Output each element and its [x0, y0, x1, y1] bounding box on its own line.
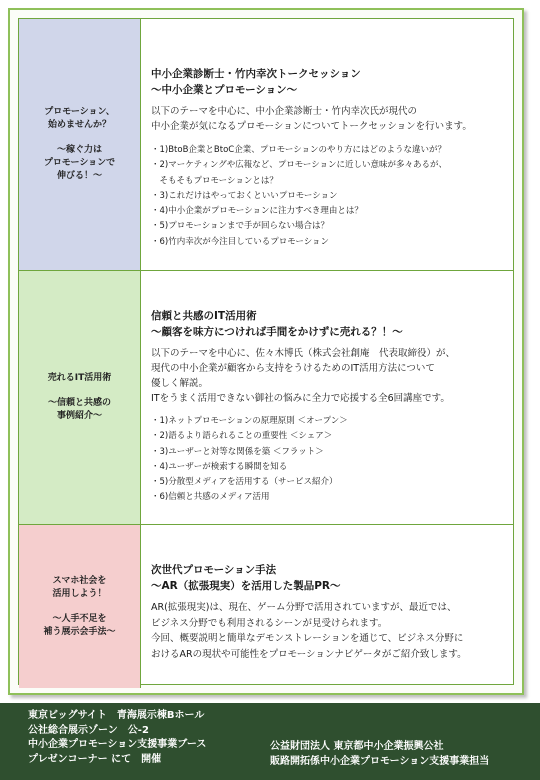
topic-item: ・6)信頼と共感のメディア活用	[151, 492, 270, 503]
side-label-line: 伸びる！～	[56, 171, 102, 181]
description-line: ビジネス分野でも利用されるシーンが見受けられます。	[151, 617, 388, 629]
side-label-line: スマホ社会を	[52, 575, 107, 586]
side-label-line: ～信頼と共感の	[47, 398, 111, 408]
side-label-line: 始めませんか？	[47, 120, 111, 130]
description-line: ITをうまく活用できない御社の悩みに全力で応援する全6回講座です。	[151, 393, 450, 404]
venue-info	[28, 709, 206, 767]
title-line: 次世代プロモーション手法	[151, 564, 277, 576]
topic-item: ・5)プロモーションまで手が回らない場合は？	[151, 221, 330, 232]
section-side-label	[19, 19, 141, 270]
side-label-line: 売れるIT活用術	[47, 373, 112, 383]
topic-item: ・2)マーケティングや広報など、プロモーションに近しい意味が多々あるが、	[151, 160, 448, 171]
section-title	[151, 66, 507, 98]
topic-item: ・1)ネットプロモーションの原理原則 ＜オープン＞	[151, 416, 348, 426]
title-line: 中小企業診断士・竹内幸次トークセッション	[151, 68, 361, 80]
section-side-label	[19, 525, 141, 688]
topic-item: ・3)ユーザーと対等な関係を築 ＜フラット＞	[151, 446, 324, 457]
section-main	[141, 271, 513, 524]
side-label-line: 事例紹介～	[56, 411, 102, 421]
description-line: 現代の中小企業が顧客から支持をうけるためのIT活用方法について	[151, 363, 435, 374]
topic-list	[151, 414, 507, 506]
side-label-line: ～稼ぐ力は	[56, 145, 102, 155]
venue-line: 公社総合展示ゾーン 公-2	[28, 724, 149, 736]
description-line: 以下のテーマを中心に、佐々木博氏（株式会社創庵 代表取締役）が、	[151, 348, 456, 359]
section-title	[151, 562, 507, 594]
section-main	[141, 525, 513, 688]
side-label-line: ～人手不足を	[52, 613, 107, 624]
topic-item: ・3)これだけはやっておくといいプロモーション	[151, 190, 338, 201]
subtitle-line: ～中小企業とプロモーション～	[151, 84, 298, 96]
topic-item: ・2)語るより語られることの重要性 ＜シェア＞	[151, 431, 333, 442]
seminar-table	[18, 18, 514, 685]
side-label-line: プロモーション、	[44, 107, 115, 117]
venue-line: 中小企業プロモーション支援事業ブース	[28, 739, 207, 750]
description-line: 優しく解説。	[151, 378, 209, 389]
subtitle-line: ～AR（拡張現実）を活用した製品PR～	[151, 580, 341, 592]
description-line: 中小企業が気になるプロモーションについてトークセッションを行います。	[151, 121, 472, 132]
footer-bar	[0, 703, 540, 780]
venue-line: 東京ビッグサイト 青海展示棟Bホール	[28, 710, 205, 721]
seminar-section-it	[19, 271, 513, 525]
side-label-line: 活用しよう！	[52, 588, 107, 599]
seminar-section-promotion	[19, 19, 513, 271]
title-line: 信頼と共感のIT活用術	[151, 310, 257, 322]
topic-item: ・4)ユーザーが検索する瞬間を知る	[151, 461, 288, 472]
side-label-line: 補う展示会手法～	[43, 626, 116, 637]
side-label-line: プロモーションで	[43, 158, 116, 168]
organizer-info	[270, 739, 489, 769]
subtitle-line: ～顧客を味方につければ手間をかけずに売れる？！～	[151, 326, 403, 338]
description-line: 以下のテーマを中心に、中小企業診断士・竹内幸次氏が現代の	[151, 106, 418, 117]
topic-list	[151, 143, 507, 250]
topic-item: ・6)竹内幸次が今注目しているプロモーション	[151, 236, 330, 247]
section-description	[151, 104, 507, 134]
section-description	[151, 600, 507, 662]
description-line: AR(拡張現実)は、現在、ゲーム分野で活用されていますが、最近では、	[151, 602, 457, 613]
organizer-line: 販路開拓係中小企業プロモーション支援事業担当	[270, 756, 490, 767]
section-side-label	[19, 271, 141, 524]
topic-item: ・1)BtoB企業とBtoC企業、プロモーションのやり方にはどのような違いが？	[151, 145, 447, 155]
topic-item: ・4)中小企業がプロモーションに注力すべき理由とは？	[151, 206, 363, 217]
topic-item: ・5)分散型メディアを活用する（サービス紹介）	[151, 477, 338, 488]
description-line: 今回、概要説明と簡単なデモンストレーションを通じて、ビジネス分野に	[151, 633, 464, 644]
section-description	[151, 346, 507, 406]
organizer-line: 公益財団法人 東京都中小企業振興公社	[270, 741, 444, 752]
section-main	[141, 19, 513, 270]
seminar-section-ar	[19, 525, 513, 688]
section-title	[151, 308, 507, 340]
topic-item: そもそもプロモーションとは？	[151, 175, 278, 186]
content-panel	[8, 8, 524, 695]
description-line: おけるARの現状や可能性をプロモーションナビゲータがご紹介致します。	[151, 648, 467, 660]
venue-line: プレゼンコーナー にて 開催	[28, 753, 162, 765]
